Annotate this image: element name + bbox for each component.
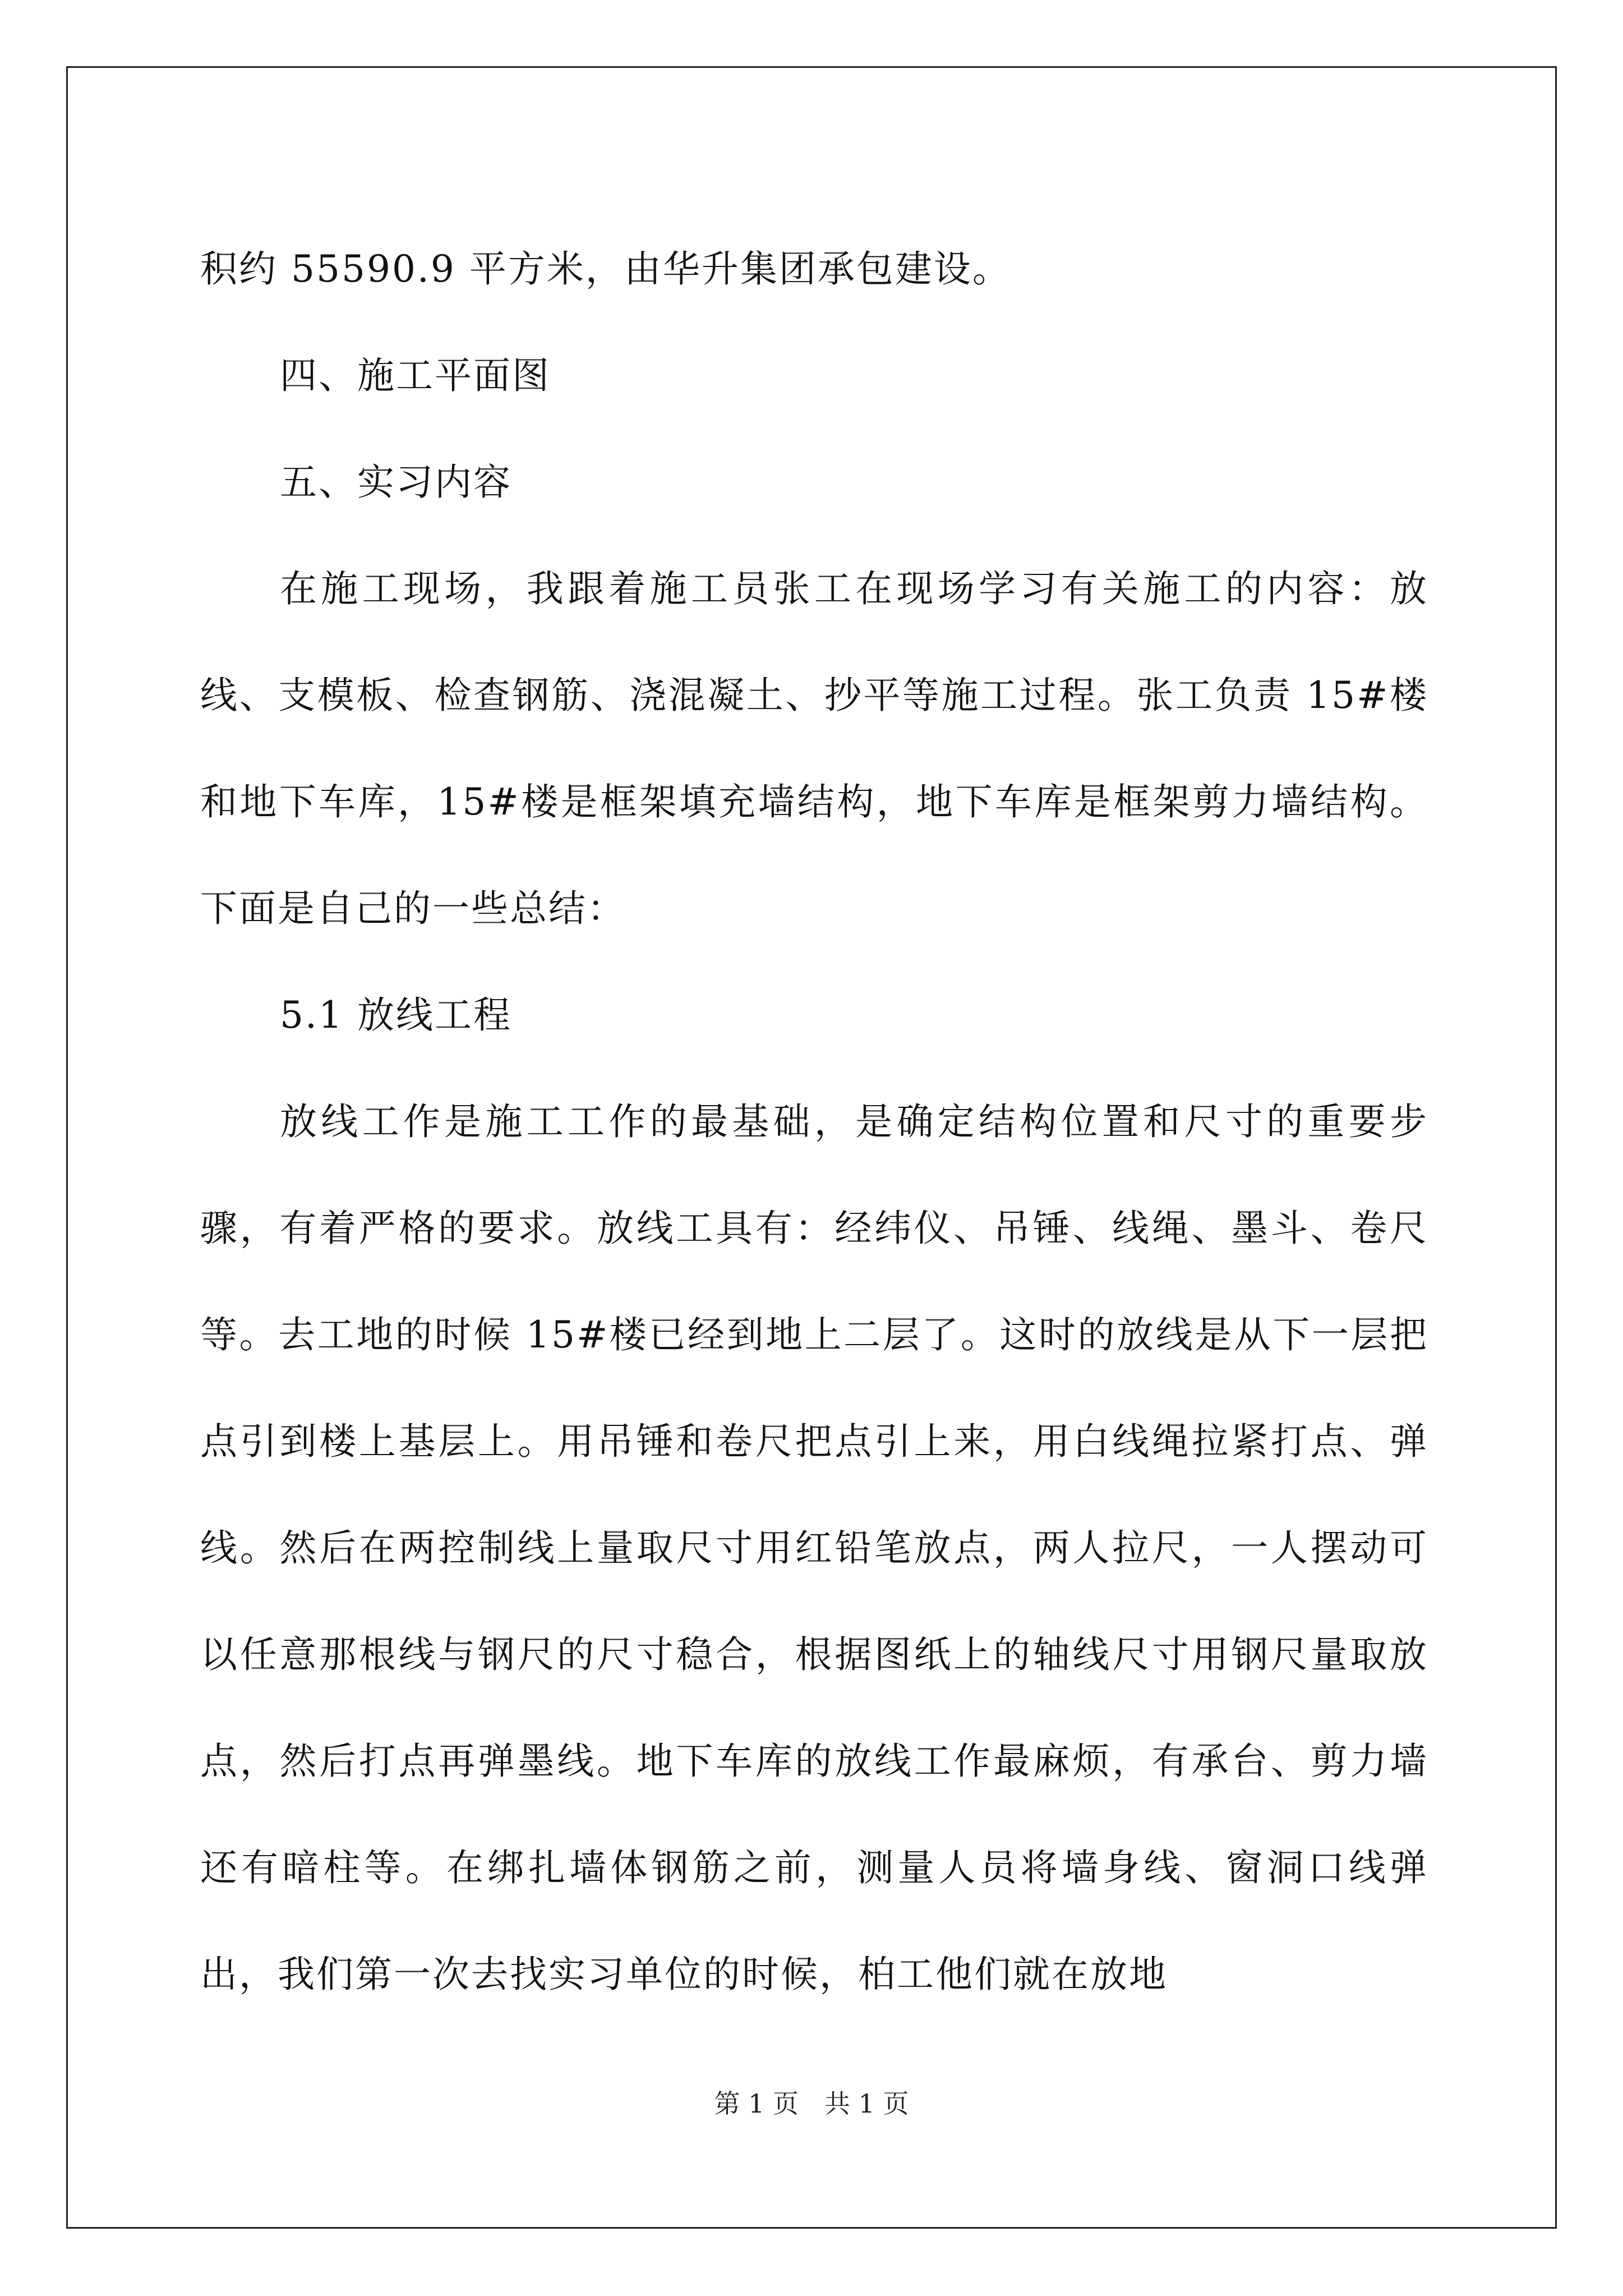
document-body <box>200 216 1428 2028</box>
heading-layout-work: 5.1 放线工程 <box>280 993 512 1037</box>
paragraph-site-learning: 在施工现场，我跟着施工员张工在现场学习有关施工的内容：放线、支模板、检查钢筋、浇混凝土、抄平等施工过程。张工负责 15#楼和地下车库，15#楼是框架填充墙结构，地下车库是框架剪力墙结构。下面是自己的一些总结： <box>200 567 1428 930</box>
heading-internship-content: 五、实习内容 <box>280 461 512 504</box>
heading-construction-plan: 四、施工平面图 <box>280 354 551 397</box>
paragraph-area-summary: 积约 55590.9 平方米，由华升集团承包建设。 <box>200 247 1011 291</box>
page-number-footer: 第 1 页 共 1 页 <box>714 2088 909 2119</box>
paragraph-layout-details: 放线工作是施工工作的最基础，是确定结构位置和尺寸的重要步骤，有着严格的要求。放线工具有：经纬仪、吊锤、线绳、墨斗、卷尺等。去工地的时候 15#楼已经到地上二层了。这时的放线是从下一层把点引到楼上基层上。用吊锤和卷尺把点引上来，用白线绳拉紧打点、弹线。然后在两控制线上量取尺寸用红铅笔放点，两人拉尺，一人摆动可以任意那根线与钢尺的尺寸稳合，根据图纸上的轴线尺寸用钢尺量取放点，然后打点再弹墨线。地下车库的放线工作最麻烦，有承台、剪力墙还有暗柱等。在绑扎墙体钢筋之前，测量人员将墙身线、窗洞口线弹出，我们第一次去找实习单位的时候，柏工他们就在放地 <box>200 1100 1428 1996</box>
